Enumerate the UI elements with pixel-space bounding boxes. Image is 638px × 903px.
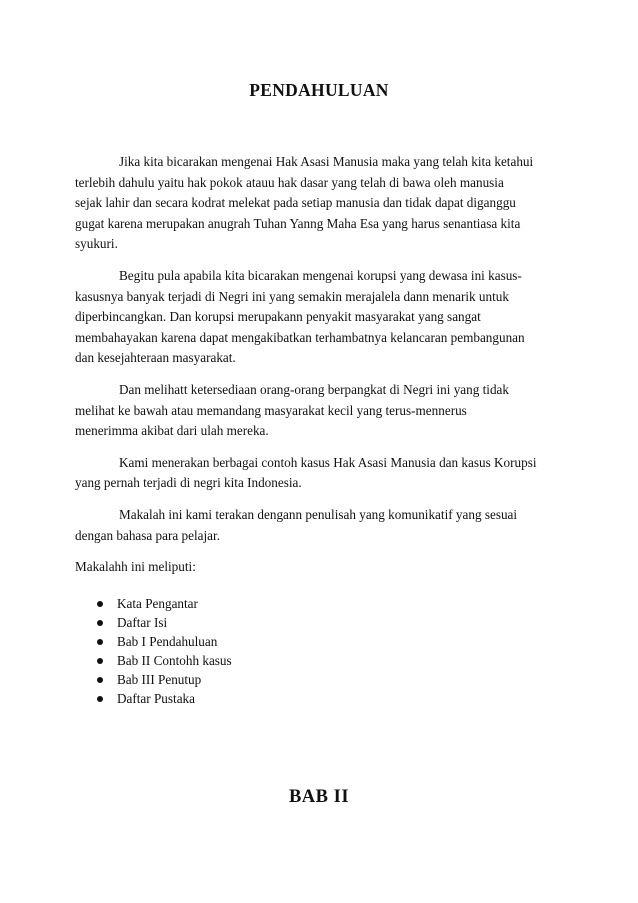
text-line: gugat karena merupakan anugrah Tuhan Yanng Maha Esa yang harus senantiasa kita xyxy=(75,215,521,231)
text-line: menerimma akibat dari ulah mereka. xyxy=(75,423,269,439)
paragraph-2 xyxy=(75,266,565,369)
list-item: Bab II Contohh kasus xyxy=(75,651,565,670)
list-item: Bab I Pendahuluan xyxy=(75,632,565,651)
chapter-heading: BAB II xyxy=(288,787,350,807)
text-line: dengan bahasa para pelajar. xyxy=(75,527,220,543)
list-item: Daftar Pustaka xyxy=(75,689,565,708)
text-line: syukuri. xyxy=(75,236,118,252)
document-body xyxy=(75,152,565,708)
text-line: Jika kita bicarakan mengenai Hak Asasi Manusia maka yang telah kita ketahui xyxy=(119,154,534,169)
paragraph-5 xyxy=(75,505,565,546)
text-line: diperbincangkan. Dan korupsi merupakann penyakit masyarakat yang sangat xyxy=(75,309,481,325)
text-line: Dan melihatt ketersediaan orang-orang berpangkat di Negri ini yang tidak xyxy=(119,381,509,397)
paragraph-1 xyxy=(75,152,565,255)
list-intro: Makalahh ini meliputi: xyxy=(75,559,196,575)
text-line: Begitu pula apabila kita bicarakan mengenai korupsi yang dewasa ini kasus- xyxy=(119,267,522,283)
text-line: kasusnya banyak terjadi di Negri ini yang semakin merajalela dann menarik untuk xyxy=(75,288,509,304)
list-item: Daftar Isi xyxy=(75,613,565,632)
contents-list xyxy=(75,594,565,709)
text-line: membahayakan karena dapat mengakibatkan terhambatnya kelancaran pembangunan xyxy=(75,329,525,345)
text-line: dan kesejahteraan masyarakat. xyxy=(75,350,236,366)
list-item: Bab III Penutup xyxy=(75,670,565,689)
text-line: sejak lahir dan secara kodrat melekat pada setiap manusia dan tidak dapat diganggu xyxy=(75,195,516,211)
text-line: Kami menerakan berbagai contoh kasus Hak Asasi Manusia dan kasus Korupsi xyxy=(119,454,537,470)
list-item: Kata Pengantar xyxy=(75,594,565,613)
text-line: Makalah ini kami terakan dengann penulisah yang komunikatif yang sesuai xyxy=(119,506,518,522)
paragraph-3 xyxy=(75,380,565,442)
text-line: yang pernah terjadi di negri kita Indonesia. xyxy=(75,475,302,491)
paragraph-4 xyxy=(75,453,565,494)
text-line: melihat ke bawah atau memandang masyarakat kecil yang terus-mennerus xyxy=(75,402,467,418)
text-line: terlebih dahulu yaitu hak pokok atauu hak dasar yang telah di bawa oleh manusia xyxy=(75,174,504,190)
page-title: PENDAHULUAN xyxy=(249,80,389,100)
